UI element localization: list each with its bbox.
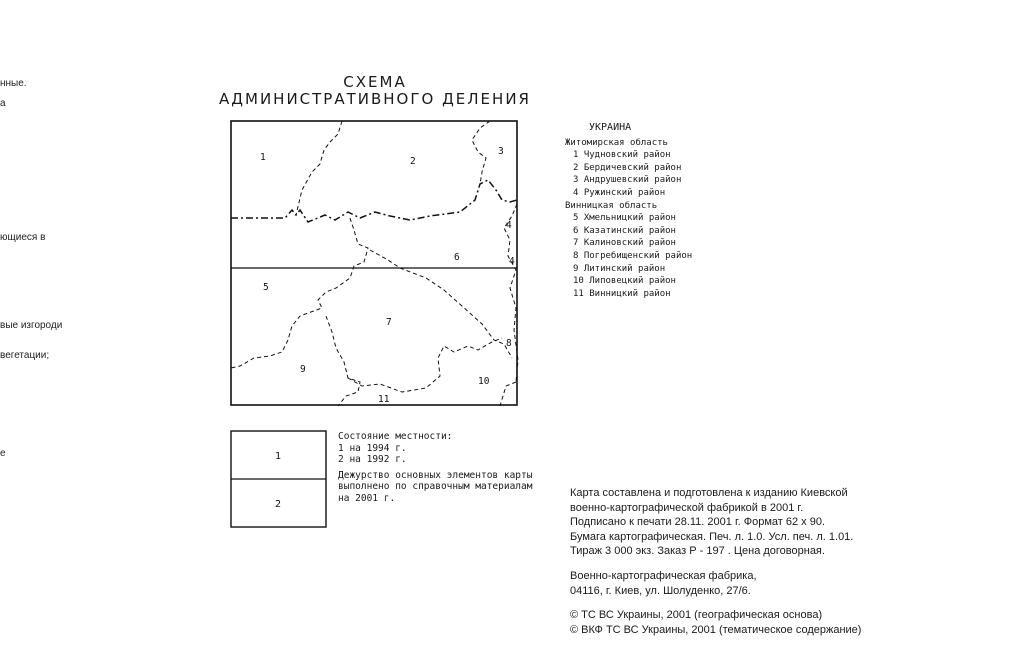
oblast-boundary <box>231 180 517 222</box>
administrative-scheme-map <box>230 120 520 410</box>
legend-district-item: 1 Чудновский район <box>573 150 671 161</box>
condition-line: 1 на 1994 г. <box>338 442 407 454</box>
imprint-line: Бумага картографическая. Печ. л. 1.0. Усл. печ. л. 1.01. <box>570 530 854 543</box>
region-number-label: 6 <box>454 252 460 263</box>
left-note: вегетации; <box>0 350 50 361</box>
left-note: вые изгороди <box>0 320 63 331</box>
region-number-label: 3 <box>498 146 504 157</box>
region-number-label: 11 <box>378 394 390 405</box>
condition-box <box>230 430 330 530</box>
legend-district-item: 11 Винницкий район <box>573 288 671 299</box>
imprint-line: 04116, г. Киев, ул. Шолуденко, 27/6. <box>570 584 751 597</box>
district-boundaries <box>231 121 518 406</box>
legend-country: УКРАИНА <box>589 122 632 133</box>
scheme-title <box>205 74 545 108</box>
region-number-label: 7 <box>386 317 392 328</box>
imprint-line: Подписано к печати 28.11. 2001 г. Формат 62 х 90. <box>570 516 825 529</box>
region-number-label: 9 <box>300 364 306 375</box>
left-note: е <box>0 448 6 459</box>
condition-note: выполнено по справочным материалам <box>338 481 533 492</box>
district-boundary <box>296 121 342 215</box>
legend-district-item: 8 Погребищенский район <box>573 250 693 261</box>
legend-oblast2-list <box>565 212 692 300</box>
region-labels <box>260 146 515 405</box>
region-number-label: 4 <box>506 220 512 231</box>
copyright-line: © ТС ВС Украины, 2001 (географическая основа) <box>570 609 823 622</box>
imprint-line: Тираж 3 000 экз. Заказ Р - 197 . Цена договорная. <box>570 545 825 558</box>
legend-district-item: 9 Литинский район <box>573 263 666 274</box>
legend-district-item: 4 Ружинский район <box>573 187 666 198</box>
imprint-line: Карта составлена и подготовлена к изданию Киевской <box>570 487 848 499</box>
left-note: нные. <box>0 78 27 89</box>
region-number-label: 4 <box>509 256 515 267</box>
district-boundary <box>370 250 512 358</box>
map-frame <box>231 121 517 405</box>
district-boundary <box>326 316 360 406</box>
legend-oblast1-list <box>565 149 692 199</box>
scheme-title-line1: СХЕМА <box>343 73 407 91</box>
region-number-label: 5 <box>263 282 269 293</box>
condition-note: Дежурство основных элементов карты <box>338 469 533 481</box>
legend-district-item: 5 Хмельницкий район <box>573 213 676 224</box>
condition-box-label: 1 <box>274 451 282 462</box>
legend-oblast-heading: Житомирская область <box>565 137 668 148</box>
legend-district-item: 10 Липовецкий район <box>573 276 676 287</box>
region-number-label: 8 <box>506 338 512 349</box>
publication-imprint <box>570 486 861 637</box>
scheme-title-line2: АДМИНИСТРАТИВНОГО ДЕЛЕНИЯ <box>219 90 531 108</box>
legend-oblast-heading: Винницкая область <box>565 200 658 211</box>
legend-district-item: 3 Андрушевский район <box>573 175 682 186</box>
condition-line: 2 на 1992 г. <box>338 454 407 465</box>
left-margin-notes <box>0 0 80 671</box>
district-boundary <box>472 121 490 184</box>
legend-district-item: 6 Казатинский район <box>573 225 676 236</box>
legend-district-item: 7 Калиновский район <box>573 238 676 249</box>
left-note: а <box>0 98 6 109</box>
condition-box-label: 2 <box>274 499 282 510</box>
condition-heading: Состояние местности: <box>338 431 453 442</box>
region-number-label: 10 <box>478 376 490 387</box>
condition-note: на 2001 г. <box>338 492 396 504</box>
imprint-line: Военно-картографическая фабрика, <box>570 569 757 582</box>
condition-description <box>338 431 532 504</box>
imprint-line: военно-картографической фабрикой в 2001 г. <box>570 501 804 514</box>
legend-district-item: 2 Бердичевский район <box>573 162 682 173</box>
district-legend <box>565 122 692 300</box>
copyright-line: © ВКФ ТС ВС Украины, 2001 (тематическое содержание) <box>570 623 862 636</box>
region-number-label: 1 <box>260 152 266 163</box>
region-number-label: 2 <box>410 156 416 167</box>
district-boundary <box>231 218 368 368</box>
district-boundary <box>500 382 516 406</box>
left-note: ющиеся в <box>0 232 46 243</box>
